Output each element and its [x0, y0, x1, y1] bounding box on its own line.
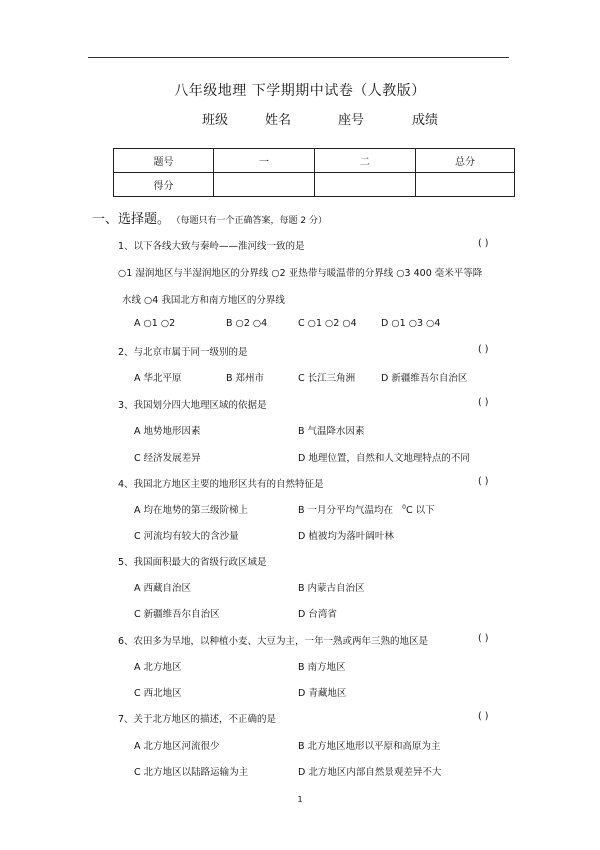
question-stem: 4、我国北方地区主要的地形区共有的自然特征是: [118, 479, 324, 490]
header-rule: [88, 57, 509, 58]
temperature-unit: C: [405, 505, 413, 516]
answer-blank[interactable]: ( ): [478, 397, 489, 408]
class-label: 班级: [202, 113, 229, 128]
answer-blank[interactable]: ( ): [478, 238, 489, 249]
question-stem: 2、与北京市属于同一级别的是: [118, 347, 248, 358]
option-b[interactable]: B 北方地区地形以平原和高原为主: [298, 741, 441, 752]
option-a[interactable]: A ○1 ○2: [134, 318, 176, 329]
option-c[interactable]: C 经济发展差异: [134, 453, 201, 464]
option-d[interactable]: D ○1 ○3 ○4: [381, 318, 441, 329]
option-c[interactable]: C 长江三角洲: [298, 373, 356, 384]
section-heading: [92, 208, 327, 227]
section-note: （每题只有一个正确答案，每题 2 分）: [176, 216, 327, 226]
page-number: 1: [297, 795, 303, 804]
table-cell: 题号: [114, 149, 214, 173]
answer-blank[interactable]: ( ): [478, 344, 489, 355]
option-d[interactable]: D 新疆维吾尔自治区: [381, 373, 468, 384]
temperature-degree: 0: [402, 503, 406, 511]
option-b[interactable]: B 气温降水因素: [298, 426, 365, 437]
option-a[interactable]: A 地势地形因素: [134, 426, 201, 437]
option-a[interactable]: A 均在地势的第三级阶梯上: [134, 505, 249, 516]
option-b[interactable]: B ○2 ○4: [226, 318, 268, 329]
score-field[interactable]: [315, 173, 416, 197]
option-d[interactable]: D 青藏地区: [298, 688, 347, 699]
temperature-value: [402, 505, 412, 516]
question-stem: 7、关于北方地区的描述，不正确的是: [118, 714, 277, 725]
score-field[interactable]: [214, 173, 315, 197]
option-b-tail: 以下: [415, 505, 435, 516]
name-label: 姓名: [265, 113, 292, 128]
option-c[interactable]: C 新疆维吾尔自治区: [134, 609, 220, 620]
option-b[interactable]: B 内蒙古自治区: [298, 583, 365, 594]
option-b-text: B 一月分平均气温均在: [298, 505, 394, 516]
question-stem: 5、我国面积最大的省级行政区域是: [118, 557, 267, 568]
option-c[interactable]: C ○1 ○2 ○4: [298, 318, 357, 329]
score-field[interactable]: [416, 173, 515, 197]
seat-label: 座号: [338, 113, 365, 128]
table-row: [114, 173, 515, 197]
option-d[interactable]: D 北方地区内部自然景观差异不大: [298, 767, 442, 778]
table-cell: 二: [315, 149, 416, 173]
option-line: 水线 ○4 我国北方和南方地区的分界线: [122, 295, 285, 306]
option-a[interactable]: A 北方地区河流很少: [134, 741, 220, 752]
page-title: 八年级地理 下学期期中试卷（人教版）: [174, 83, 426, 99]
option-d[interactable]: D 地理位置，自然和人文地理特点的不同: [298, 453, 470, 464]
answer-blank[interactable]: ( ): [478, 633, 489, 644]
option-c[interactable]: C 河流均有较大的含沙量: [134, 531, 239, 542]
table-cell: 一: [214, 149, 315, 173]
score-table: [113, 148, 515, 197]
table-row: [114, 149, 515, 173]
option-a[interactable]: A 西藏自治区: [134, 583, 192, 594]
question-stem: 6、农田多为旱地，以种植小麦、大豆为主，一年一熟或两年三熟的地区是: [118, 636, 429, 647]
option-b[interactable]: B 南方地区: [298, 662, 346, 673]
option-a[interactable]: A 北方地区: [134, 662, 182, 673]
table-cell: 得分: [114, 173, 214, 197]
option-b[interactable]: [298, 502, 435, 516]
section-title: 一、选择题。: [92, 212, 171, 227]
option-line: ○1 湿润地区与半湿润地区的分界线 ○2 亚热带与暖温带的分界线 ○3 400 毫米平等降: [118, 268, 483, 279]
question-stem: 3、我国划分四大地理区域的依据是: [118, 400, 267, 411]
option-d[interactable]: D 台湾省: [298, 609, 337, 620]
score-label: 成绩: [412, 113, 439, 128]
answer-blank[interactable]: ( ): [478, 711, 489, 722]
question-stem: 1、以下各线大致与秦岭——淮河线一致的是: [118, 241, 305, 252]
option-d[interactable]: D 植被均为落叶阔叶林: [298, 531, 394, 542]
table-cell: 总分: [416, 149, 515, 173]
option-b[interactable]: B 郑州市: [226, 373, 265, 384]
answer-blank[interactable]: ( ): [478, 476, 489, 487]
option-c[interactable]: C 北方地区以陆路运输为主: [134, 767, 249, 778]
option-a[interactable]: A 华北平原: [134, 373, 182, 384]
option-c[interactable]: C 西北地区: [134, 688, 182, 699]
